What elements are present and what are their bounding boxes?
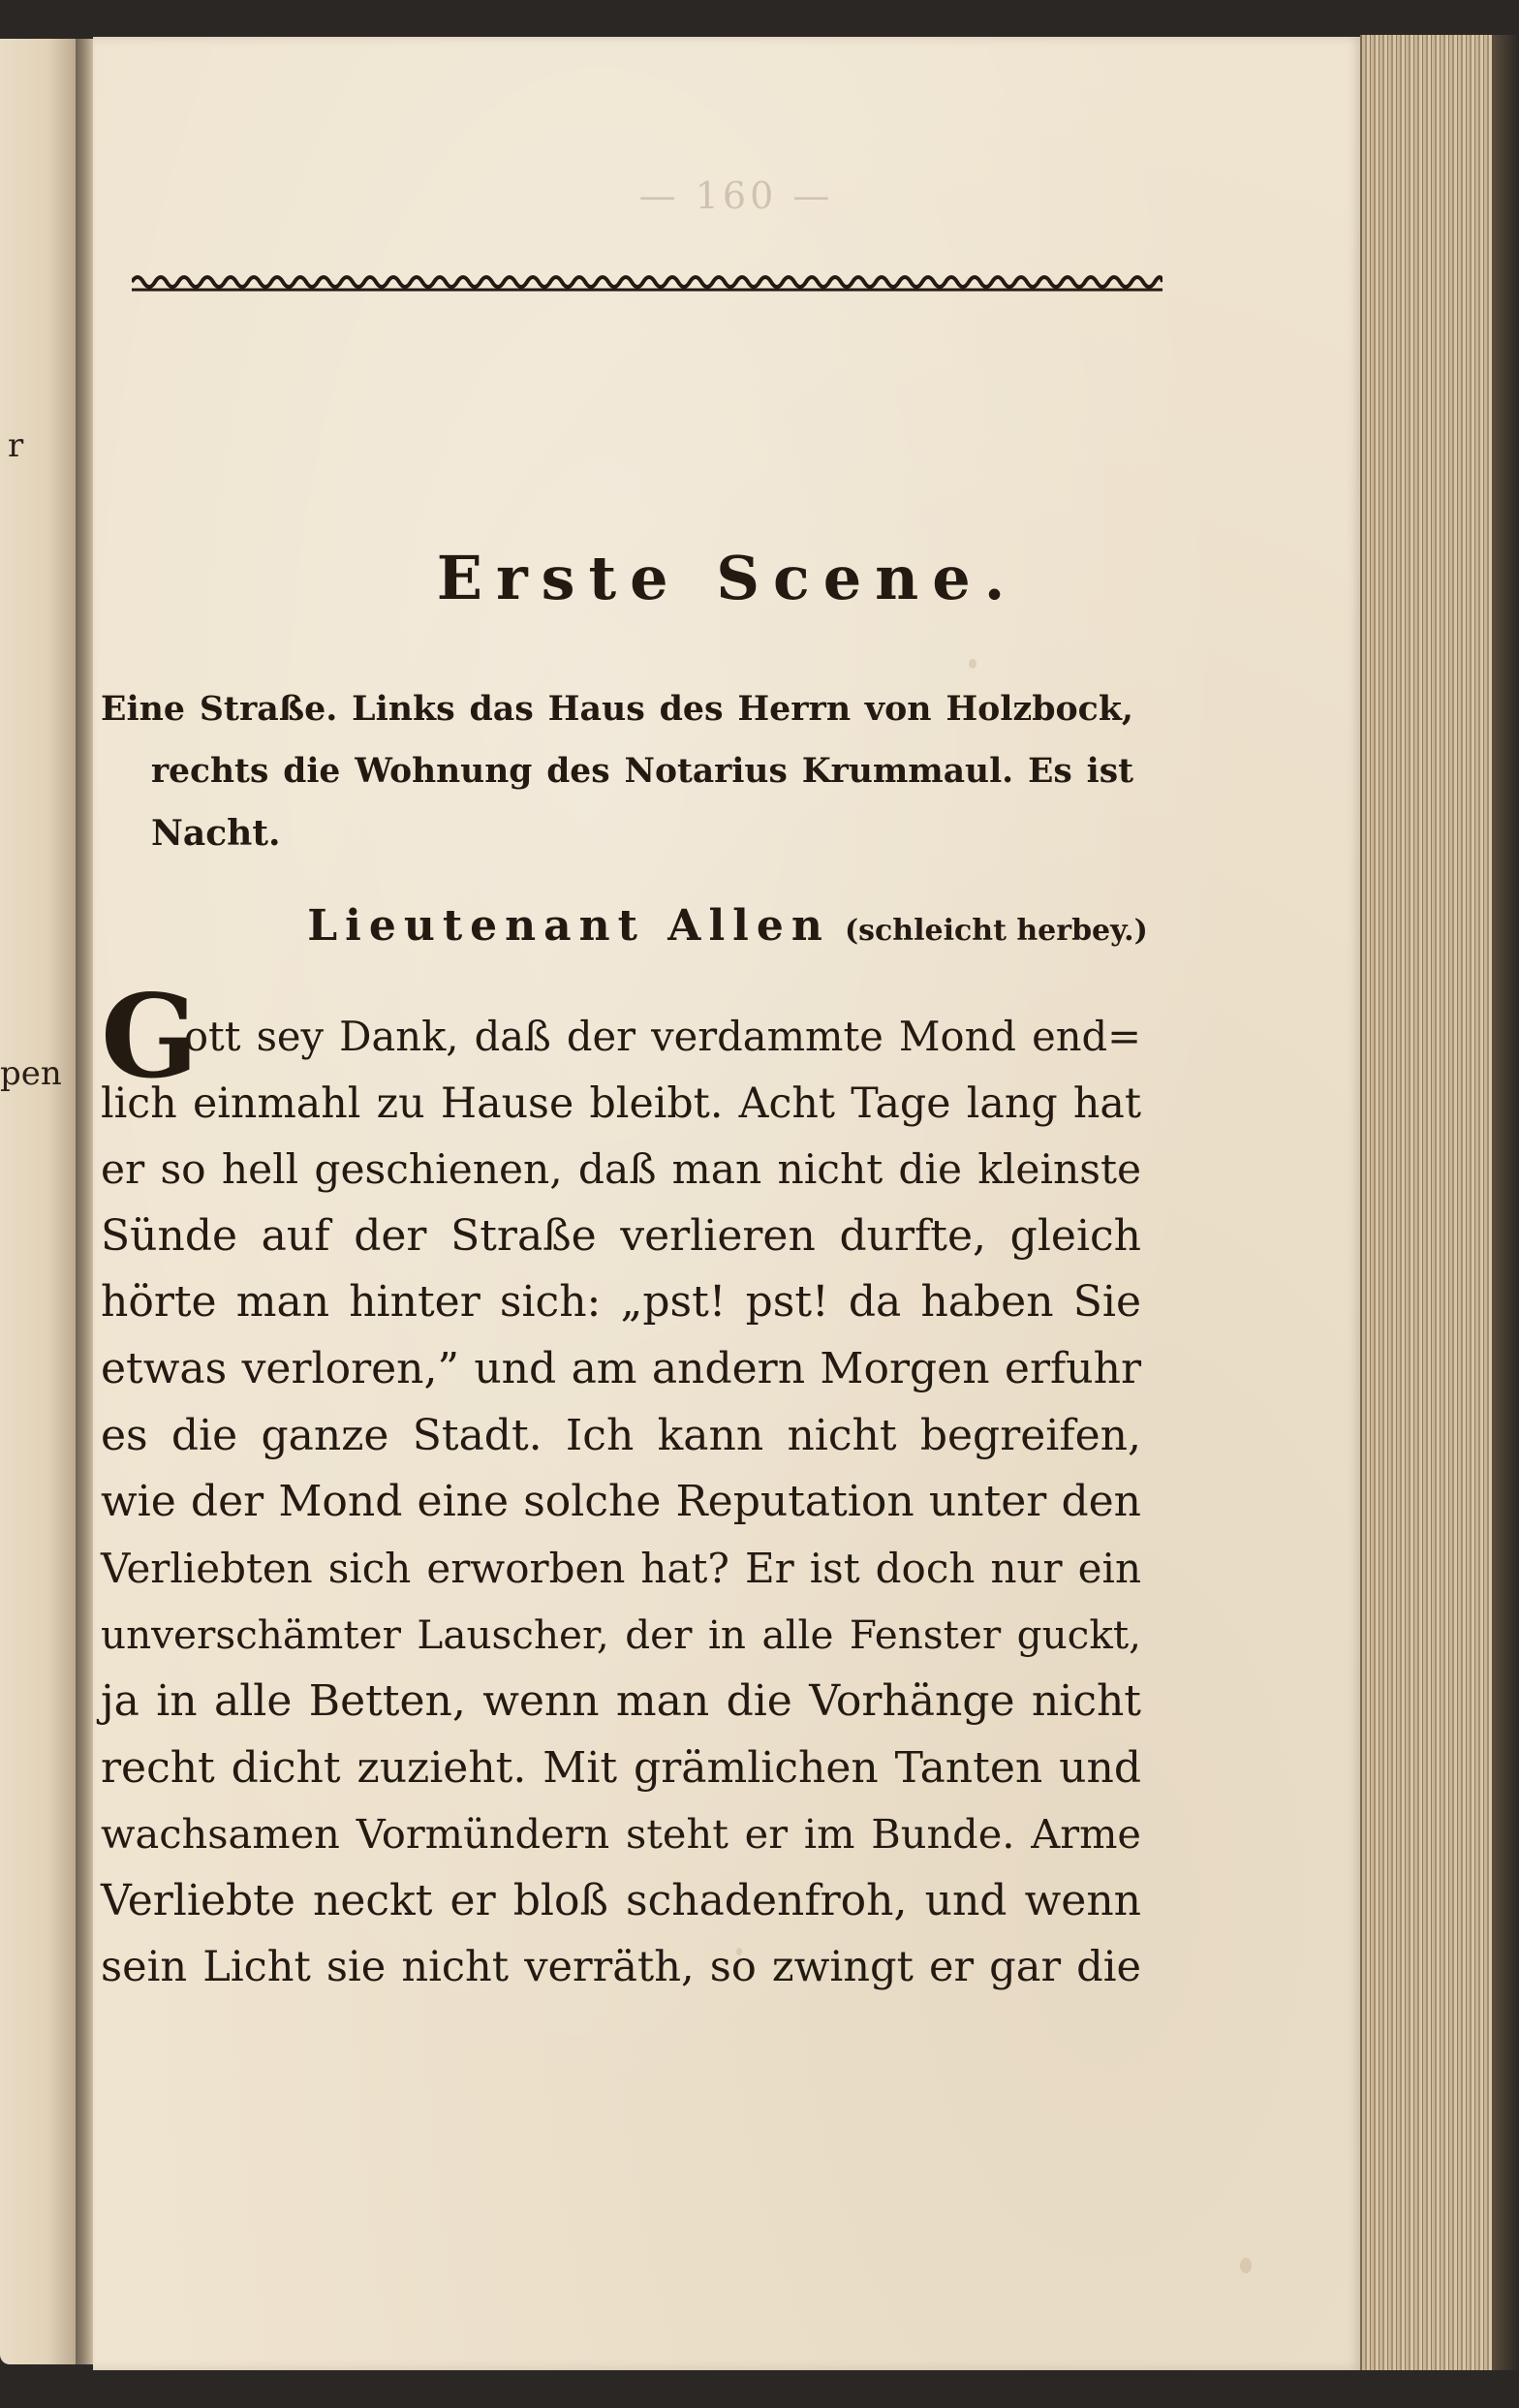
body-line: ja in alle Betten, wenn man die Vorhänge nicht [101,1675,1141,1726]
body-line: wachsamen Vormündern steht er im Bunde. Arme [101,1810,1141,1859]
scene-title: Erste Scene. [436,543,1019,613]
body-line: lich einmahl zu Hause bleibt. Acht Tage lang hat [101,1079,1141,1128]
body-line: wie der Mond eine solche Reputation unter den [101,1477,1141,1527]
page-stack-shadow [1492,35,1519,2370]
body-line: Verliebte neckt er bloß schadenfroh, und wenn [101,1875,1141,1925]
speaker-heading [93,901,1362,951]
body-line-first: ott sey Dank, daß der verdammte Mond end= [184,1013,1141,1060]
body-text [101,1004,1141,2001]
stage-direction-line: Eine Straße. Links das Haus des Herrn von Holzbock, [101,689,1133,729]
foxing-spot [969,659,976,669]
body-line: recht dicht zuzieht. Mit grämlichen Tanten und [101,1742,1141,1793]
body-line: etwas verloren,” und am andern Morgen erfuhr [101,1343,1141,1393]
left-page-fragment: r [8,426,24,465]
body-line: es die ganze Stadt. Ich kann nicht begreifen, [101,1410,1141,1460]
speaker-name: Lieutenant Allen [307,901,830,951]
page-number-ghost: — 160 — [638,174,834,217]
drop-cap: G [101,969,199,1104]
body-line: hörte man hinter sich: „pst! pst! da haben Sie [101,1277,1141,1328]
stage-direction-line: Nacht. [151,813,281,854]
page-stack-edges [1360,35,1507,2370]
left-page-edge [0,39,79,2364]
body-line: sein Licht sie nicht verräth, so zwingt er gar die [101,1943,1141,1992]
stage-direction [101,678,1133,864]
stage-direction-line: rechts die Wohnung des Notarius Krummaul. Es ist [151,752,1133,791]
foxing-spot [1240,2258,1252,2273]
left-page-fragment: pen [0,1054,62,1093]
speaker-direction: (schleicht herbey.) [844,914,1148,948]
body-line: er so hell geschienen, daß man nicht die kleinste [101,1145,1141,1194]
body-line: Sünde auf der Straße verlieren durfte, gleich [101,1210,1141,1261]
body-line: Verliebten sich erworben hat? Er ist doch nur ein [101,1544,1141,1592]
body-line: unverschämter Lauscher, der in alle Fenster guckt, [101,1611,1141,1659]
ornamental-rule [132,269,1162,295]
book-gutter [76,39,95,2364]
